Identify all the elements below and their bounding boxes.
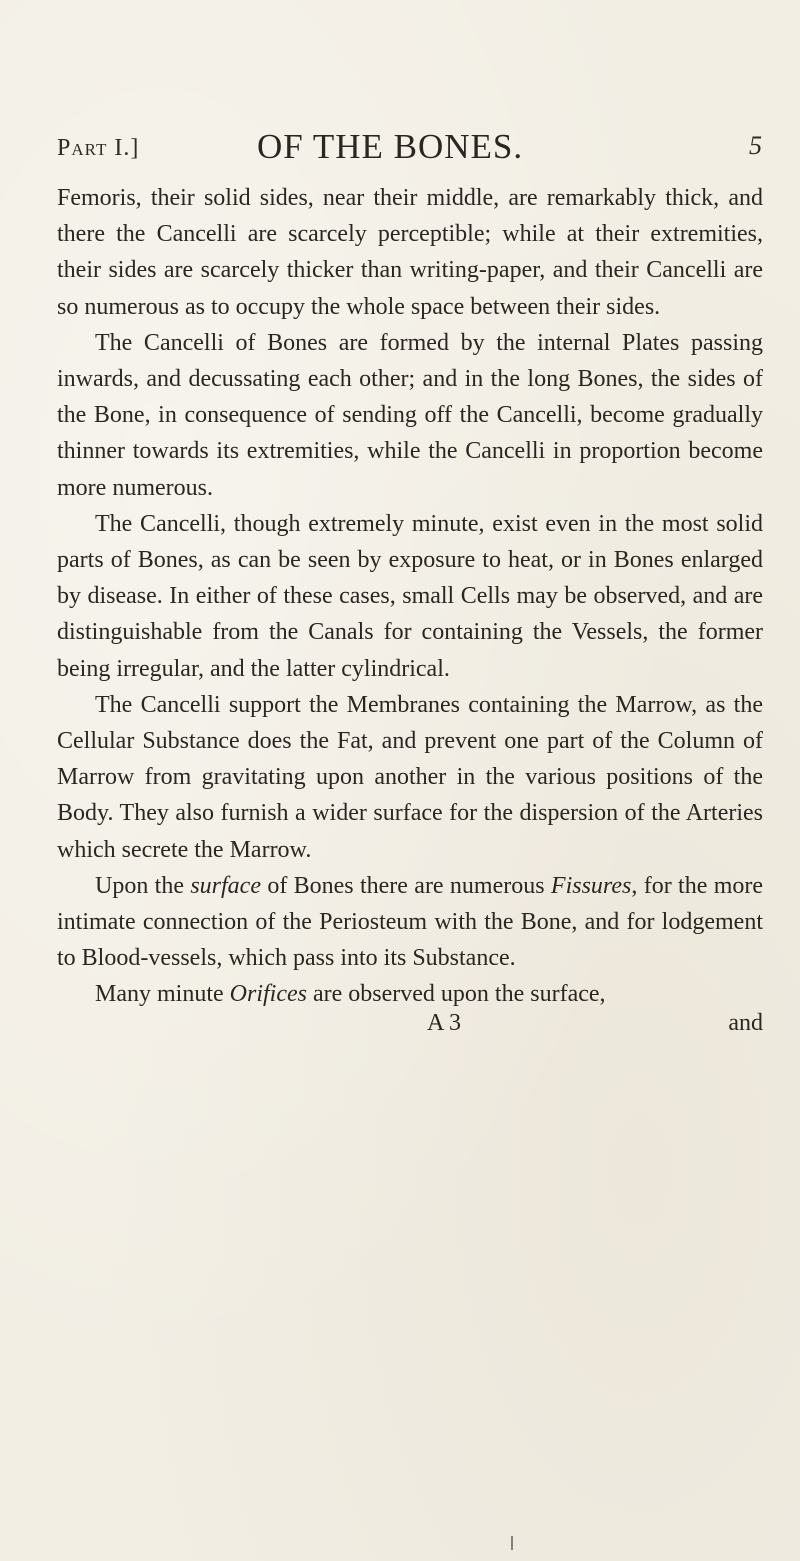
- paragraph-6-pre: Many minute: [95, 981, 230, 1008]
- paragraph-2: The Cancelli of Bones are formed by the internal Plates passing inwards, and decussating each other; and in the long Bones, the sides of the Bone, in consequence of sending off the Cancelli, become gradually thinner towards its extremities, while the Cancelli in proportion become more numerous.: [57, 329, 763, 501]
- orifices-term: Orifices: [229, 981, 307, 1008]
- signature-mark: A 3: [427, 1010, 462, 1036]
- paragraph-5: [57, 868, 763, 977]
- paragraph-3: The Cancelli, though extremely minute, exist even in the most solid parts of Bones, as can be seen by exposure to heat, or in Bones enlarged by disease. In either of these cases, small Cells may be observed, and are distinguishable from the Canals for containing the Vessels, the former being irregular, and the latter cylindrical.: [57, 510, 763, 682]
- part-label: Part I.]: [57, 135, 140, 161]
- page-footer: [57, 1010, 763, 1050]
- paragraph-6: [57, 976, 763, 1012]
- surface-term: surface: [190, 872, 261, 899]
- paper-mark: [511, 1536, 513, 1550]
- page-number: 5: [749, 131, 762, 160]
- paragraph-4: The Cancelli support the Membranes containing the Marrow, as the Cellular Substance does the Fat, and prevent one part of the Column of Marrow from gravitating upon another in the various positions of the Body. They also furnish a wider surface for the dispersion of the Arteries which secrete the Marrow.: [57, 691, 763, 863]
- paragraph-5-post: , for the more intimate connection of the Periosteum with the Bone, and for lodgement to Blood-vessels, which pass into its Substance.: [57, 872, 764, 972]
- body-text: [57, 180, 763, 1013]
- running-header: [57, 127, 762, 171]
- paragraph-5-mid: of Bones there are numerous: [260, 872, 551, 899]
- paragraph-6-post: are observed upon the surface,: [306, 981, 606, 1008]
- running-title: OF THE BONES.: [257, 127, 524, 166]
- catchword: and: [728, 1010, 763, 1036]
- paragraph-5-pre: Upon the: [95, 872, 191, 899]
- paragraph-1: Femoris, their solid sides, near their middle, are remarkably thick, and there the Cancelli are scarcely perceptible; while at their extremities, their sides are scarcely thicker than writing-paper, and their Cancelli are so numerous as to occupy the whole space between their sides.: [57, 185, 763, 320]
- fissures-term: Fissures: [550, 872, 632, 899]
